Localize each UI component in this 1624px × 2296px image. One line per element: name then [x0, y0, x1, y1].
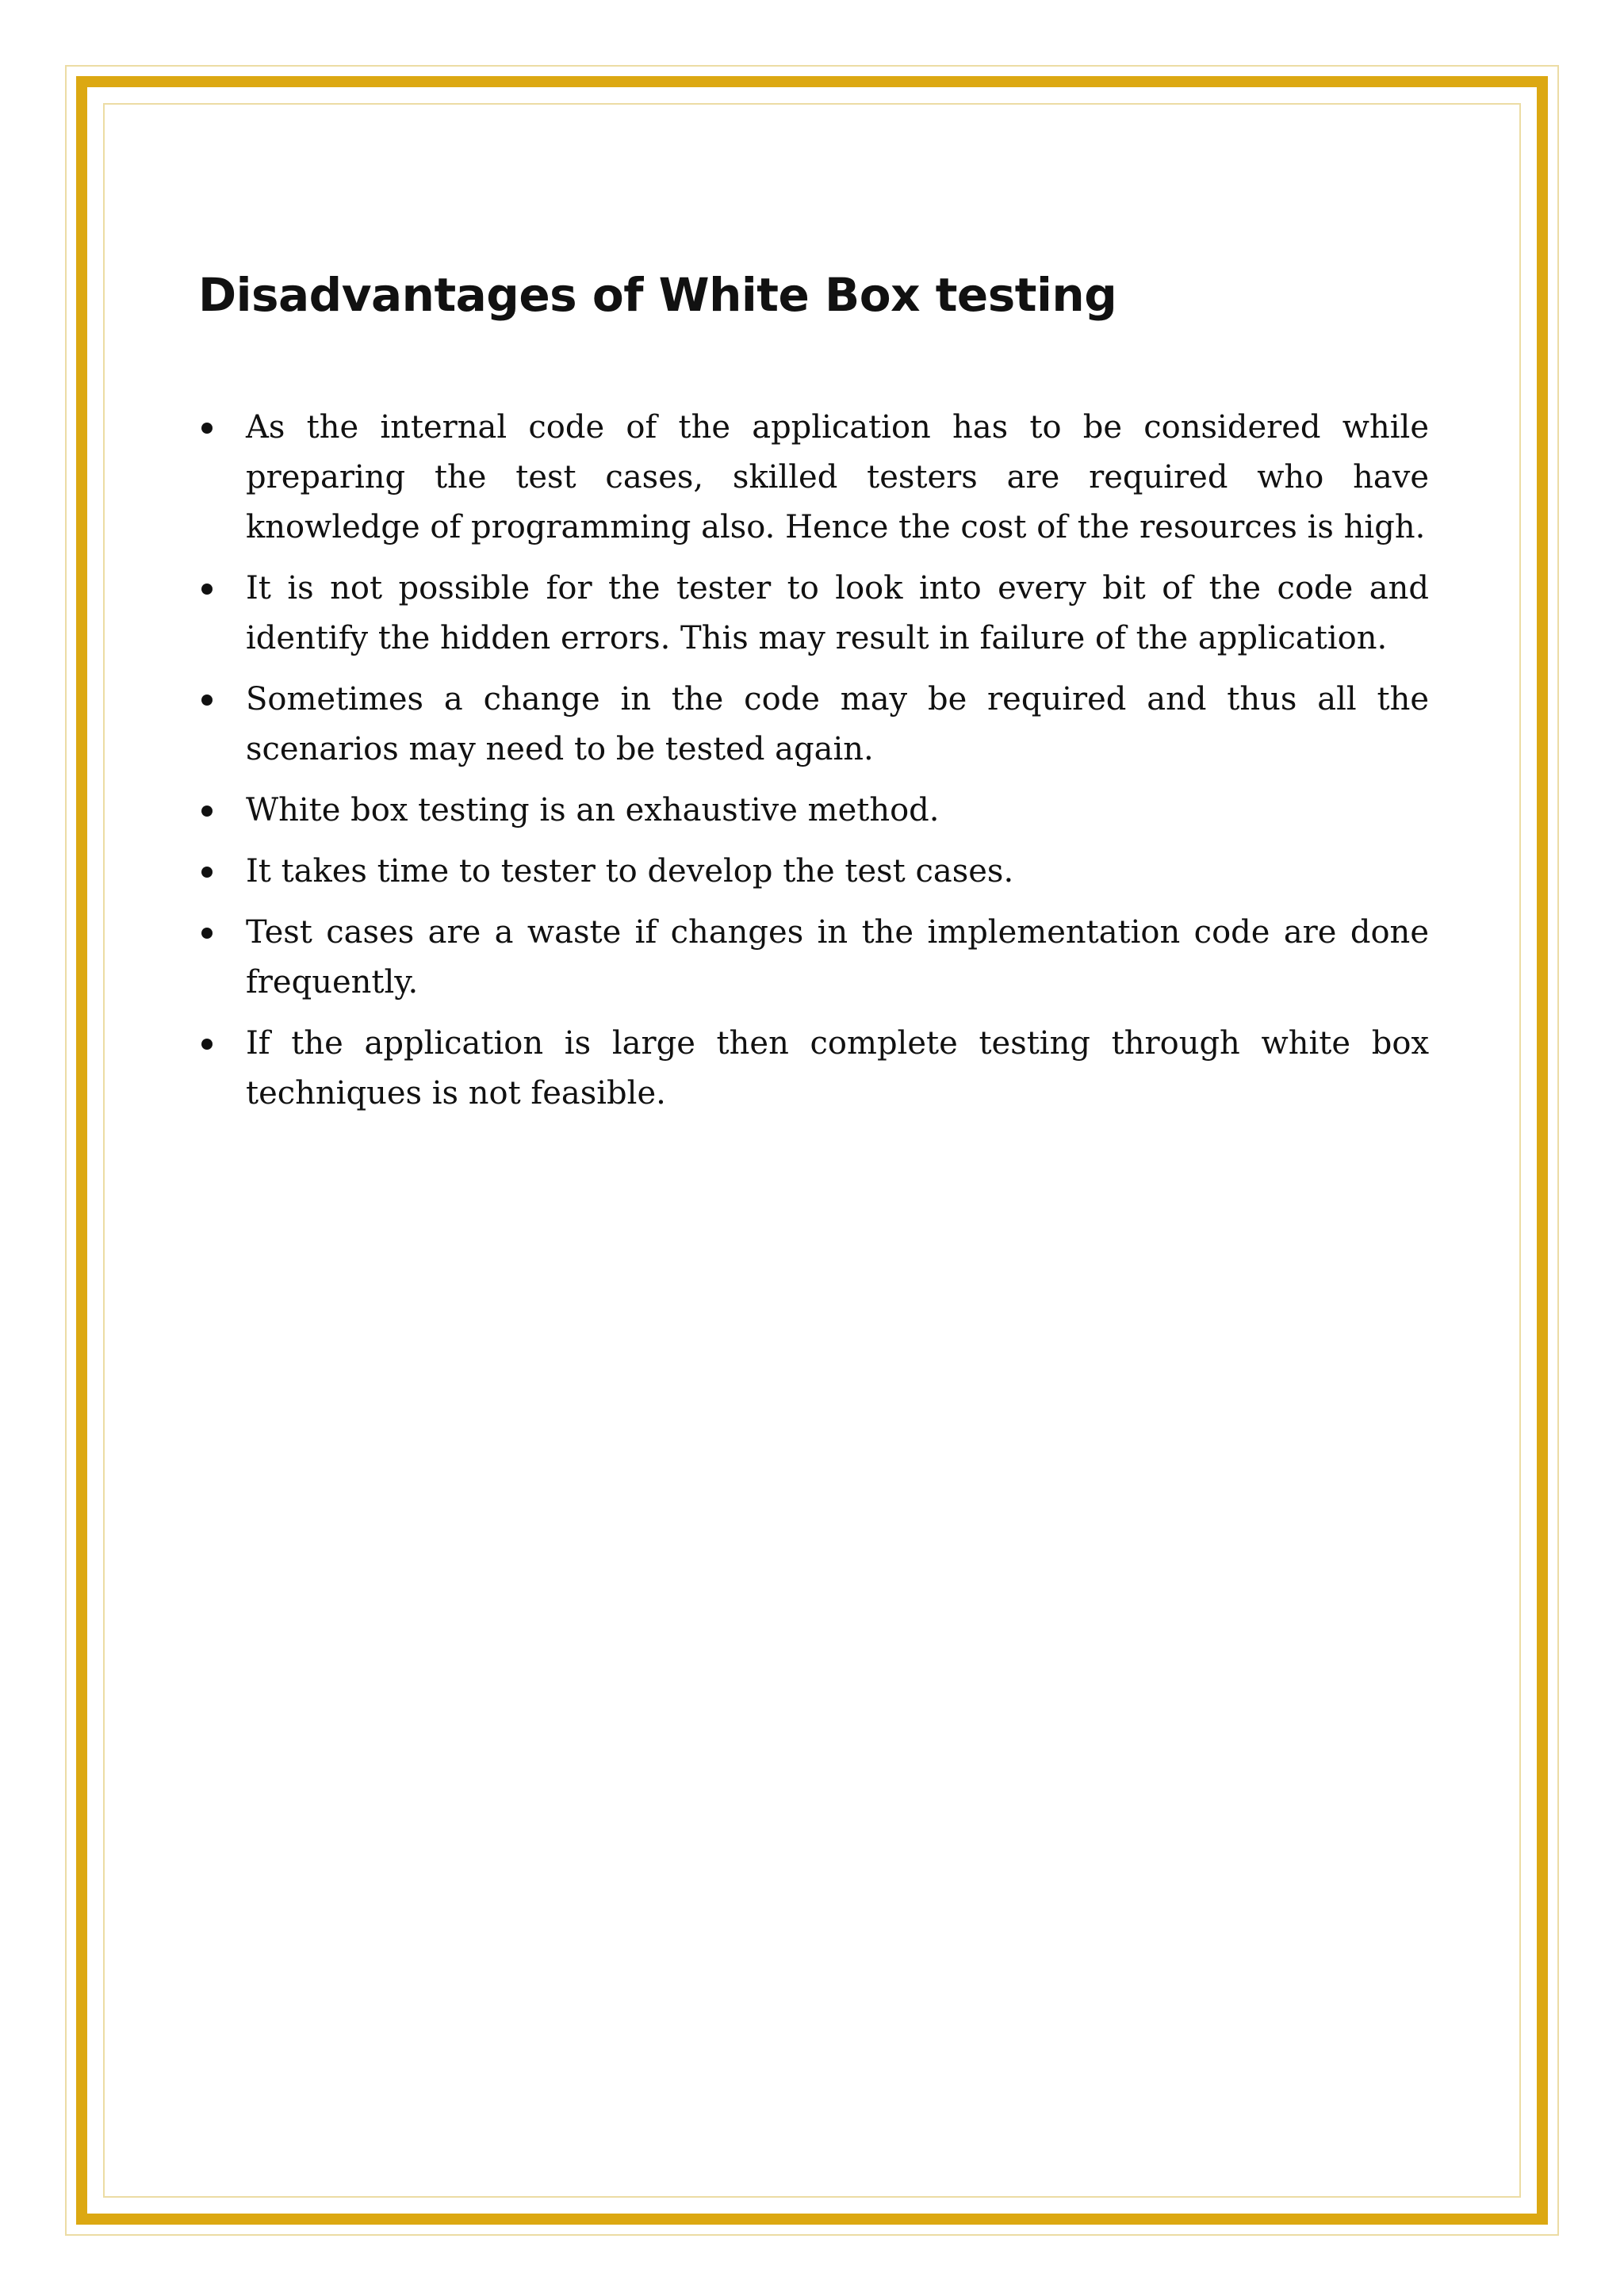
list-item: [198, 1019, 1429, 1119]
bullet-icon: [201, 806, 213, 817]
list-item-text: White box testing is an exhaustive method.: [246, 792, 940, 828]
list-item-text: It takes time to tester to develop the test cases.: [246, 853, 1014, 890]
bullet-icon: [201, 695, 213, 706]
list-item: [198, 403, 1429, 553]
list-item: [198, 675, 1429, 775]
page-title: Disadvantages of White Box testing: [198, 268, 1117, 322]
list-item: [198, 908, 1429, 1008]
list-item-text: As the internal code of the application has to be considered while preparing the test cases, skilled testers are required who have knowledge of programming also. Hence the cost of the resources is high.: [246, 409, 1429, 545]
bullet-icon: [201, 584, 213, 595]
page-content: [198, 252, 1429, 1130]
list-item-text: Test cases are a waste if changes in the implementation code are done frequently.: [246, 914, 1429, 1001]
list-item: [198, 564, 1429, 664]
list-item-text: Sometimes a change in the code may be required and thus all the scenarios may need to be tested again.: [246, 681, 1429, 767]
bullet-icon: [201, 423, 213, 434]
list-item: [198, 847, 1429, 897]
bullet-icon: [201, 867, 213, 878]
list-item-text: If the application is large then complete testing through white box techniques is not feasible.: [246, 1025, 1429, 1112]
list-item-text: It is not possible for the tester to look into every bit of the code and identify the hidden errors. This may result in failure of the application.: [246, 570, 1429, 656]
bullet-icon: [201, 928, 213, 939]
bullet-icon: [201, 1039, 213, 1050]
list-item: [198, 786, 1429, 836]
bullet-list: [198, 403, 1429, 1119]
